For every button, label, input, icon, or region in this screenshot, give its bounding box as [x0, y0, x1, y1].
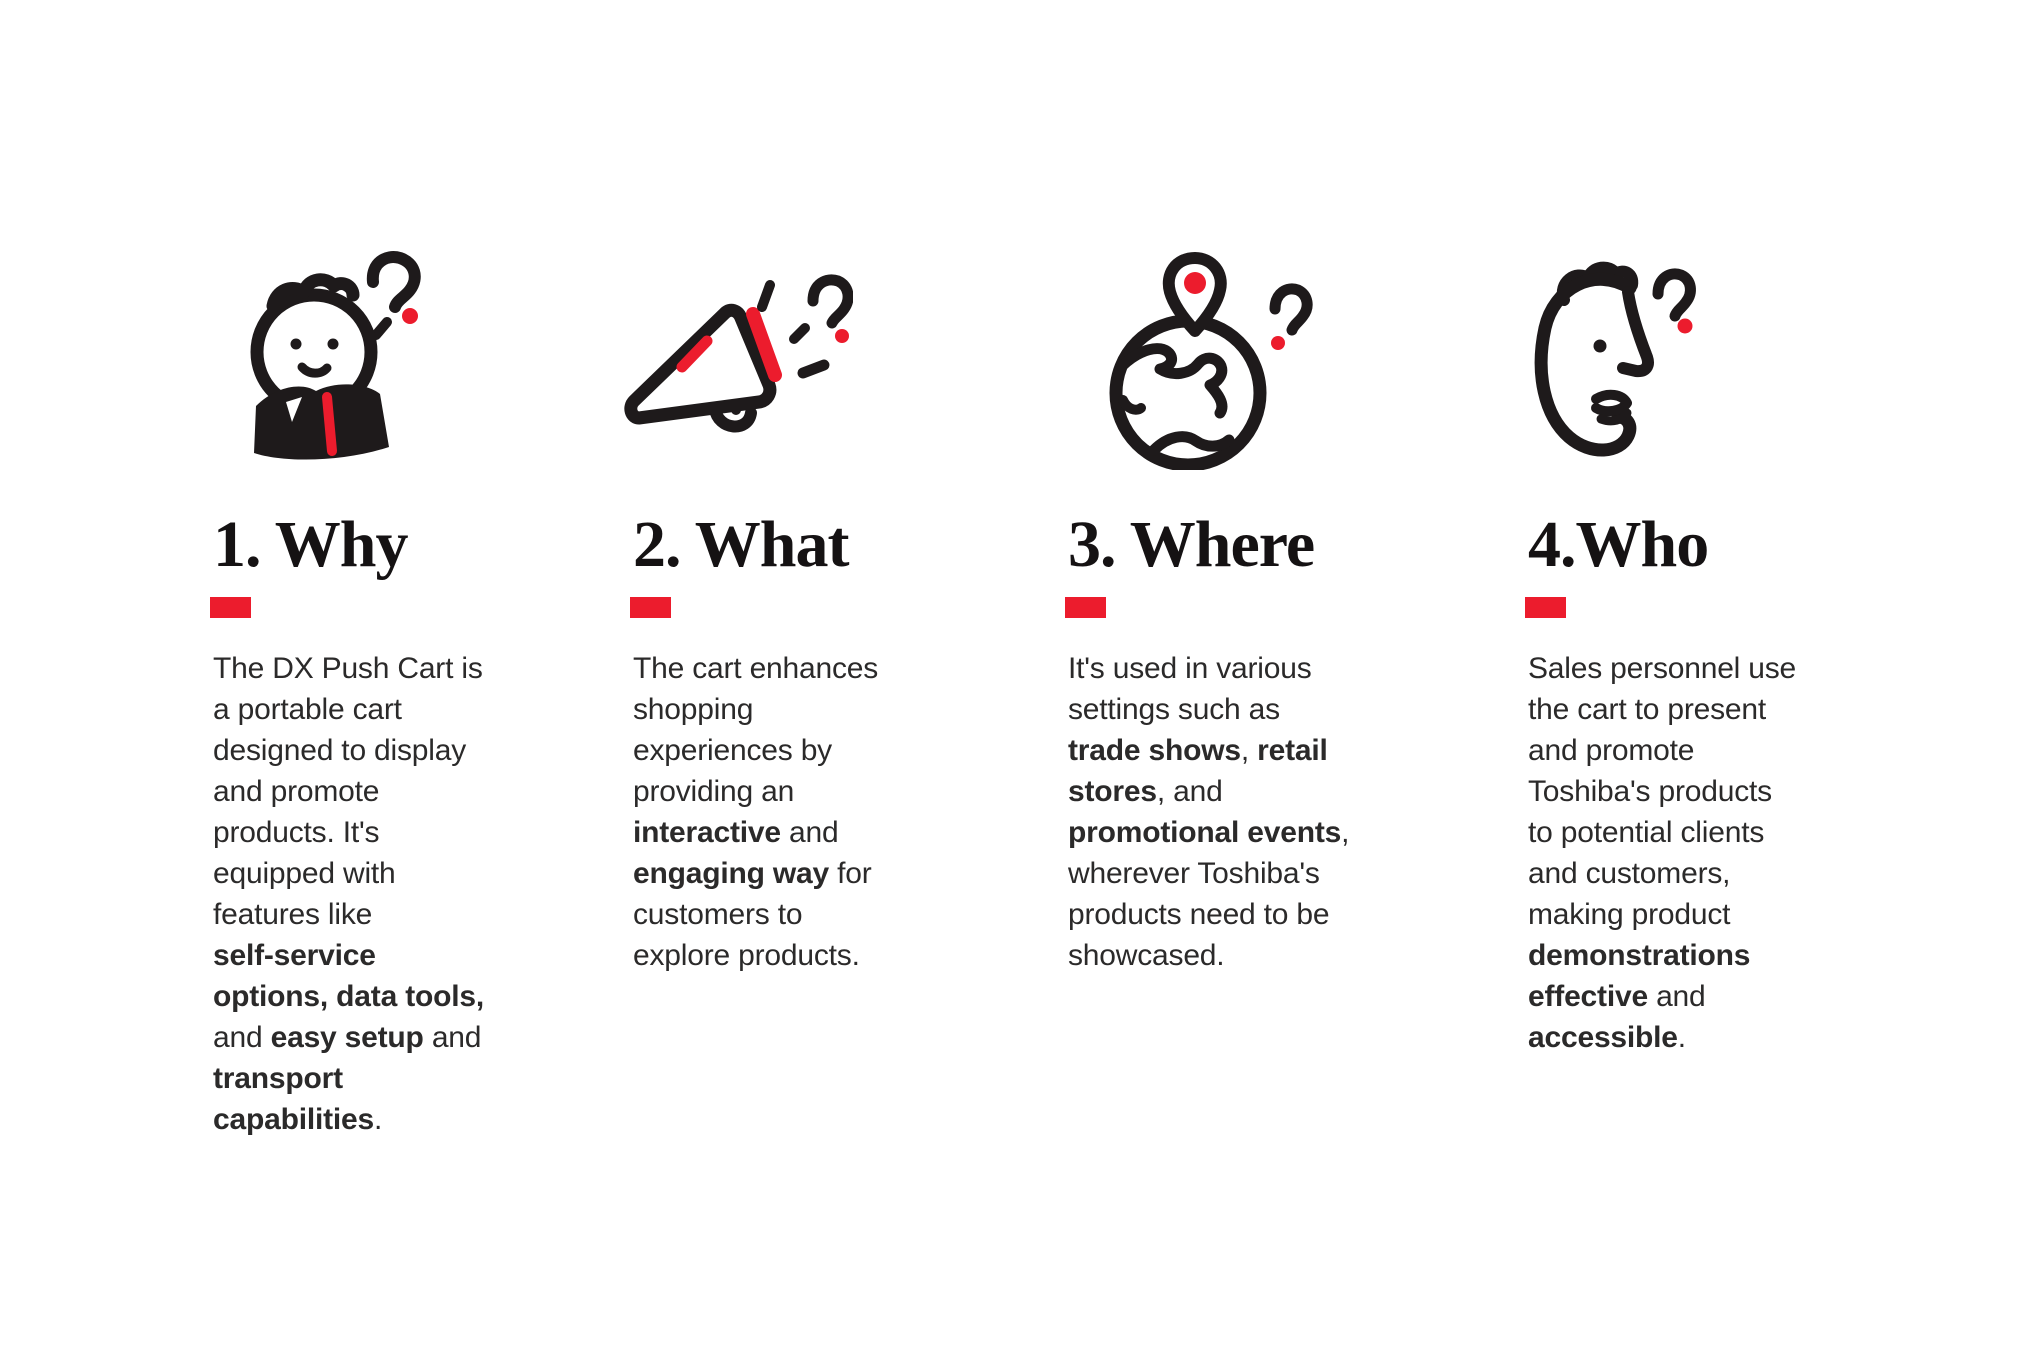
body-line: shopping — [633, 693, 754, 726]
body-line: to potential clients — [1528, 816, 1765, 849]
megaphone-question-icon — [618, 272, 853, 444]
red-accent-bar — [210, 597, 251, 618]
body-line: promotional events, — [1068, 816, 1350, 849]
body-line: providing an — [633, 775, 795, 808]
body-line: capabilities. — [213, 1103, 383, 1136]
body-line: customers to — [633, 898, 803, 931]
body-line: Toshiba's products — [1528, 775, 1772, 808]
column-heading: 3. Where — [1068, 508, 1315, 581]
body-line: self-service — [213, 939, 376, 972]
body-line: showcased. — [1068, 939, 1225, 972]
body-line: engaging way for — [633, 857, 872, 890]
person-question-icon — [226, 250, 436, 465]
body-line: products. It's — [213, 816, 380, 849]
body-line: interactive and — [633, 816, 839, 849]
body-line: explore products. — [633, 939, 860, 972]
body-line: products need to be — [1068, 898, 1330, 931]
column-what — [633, 0, 963, 1350]
column-who — [1528, 0, 1858, 1350]
body-line: making product — [1528, 898, 1731, 931]
body-line: the cart to present — [1528, 693, 1767, 726]
column-body — [633, 648, 963, 976]
body-line: The DX Push Cart is — [213, 652, 483, 685]
body-line: effective and — [1528, 980, 1706, 1013]
column-why — [213, 0, 543, 1350]
body-line: and customers, — [1528, 857, 1731, 890]
body-line: features like — [213, 898, 373, 931]
body-line: accessible. — [1528, 1021, 1686, 1054]
body-line: designed to display — [213, 734, 467, 767]
body-line: stores, and — [1068, 775, 1223, 808]
body-line: The cart enhances — [633, 652, 879, 685]
column-body — [1528, 648, 1858, 1058]
red-accent-bar — [1525, 597, 1566, 618]
column-body — [213, 648, 543, 1140]
body-line: and promote — [213, 775, 380, 808]
column-body — [1068, 648, 1398, 976]
body-line: and promote — [1528, 734, 1695, 767]
column-where — [1068, 0, 1398, 1350]
body-line: equipped with — [213, 857, 396, 890]
face-profile-question-icon — [1528, 258, 1703, 463]
body-line: a portable cart — [213, 693, 402, 726]
body-line: settings such as — [1068, 693, 1280, 726]
body-line: options, data tools, — [213, 980, 484, 1013]
body-line: wherever Toshiba's — [1068, 857, 1320, 890]
body-line: and easy setup and — [213, 1021, 482, 1054]
column-heading: 4.Who — [1528, 508, 1709, 581]
body-line: It's used in various — [1068, 652, 1312, 685]
red-accent-bar — [1065, 597, 1106, 618]
body-line: trade shows, retail — [1068, 734, 1328, 767]
body-line: demonstrations — [1528, 939, 1751, 972]
column-heading: 1. Why — [213, 508, 408, 581]
body-line: transport — [213, 1062, 343, 1095]
body-line: experiences by — [633, 734, 832, 767]
column-heading: 2. What — [633, 508, 849, 581]
body-line: Sales personnel use — [1528, 652, 1797, 685]
globe-location-question-icon — [1098, 252, 1313, 470]
red-accent-bar — [630, 597, 671, 618]
